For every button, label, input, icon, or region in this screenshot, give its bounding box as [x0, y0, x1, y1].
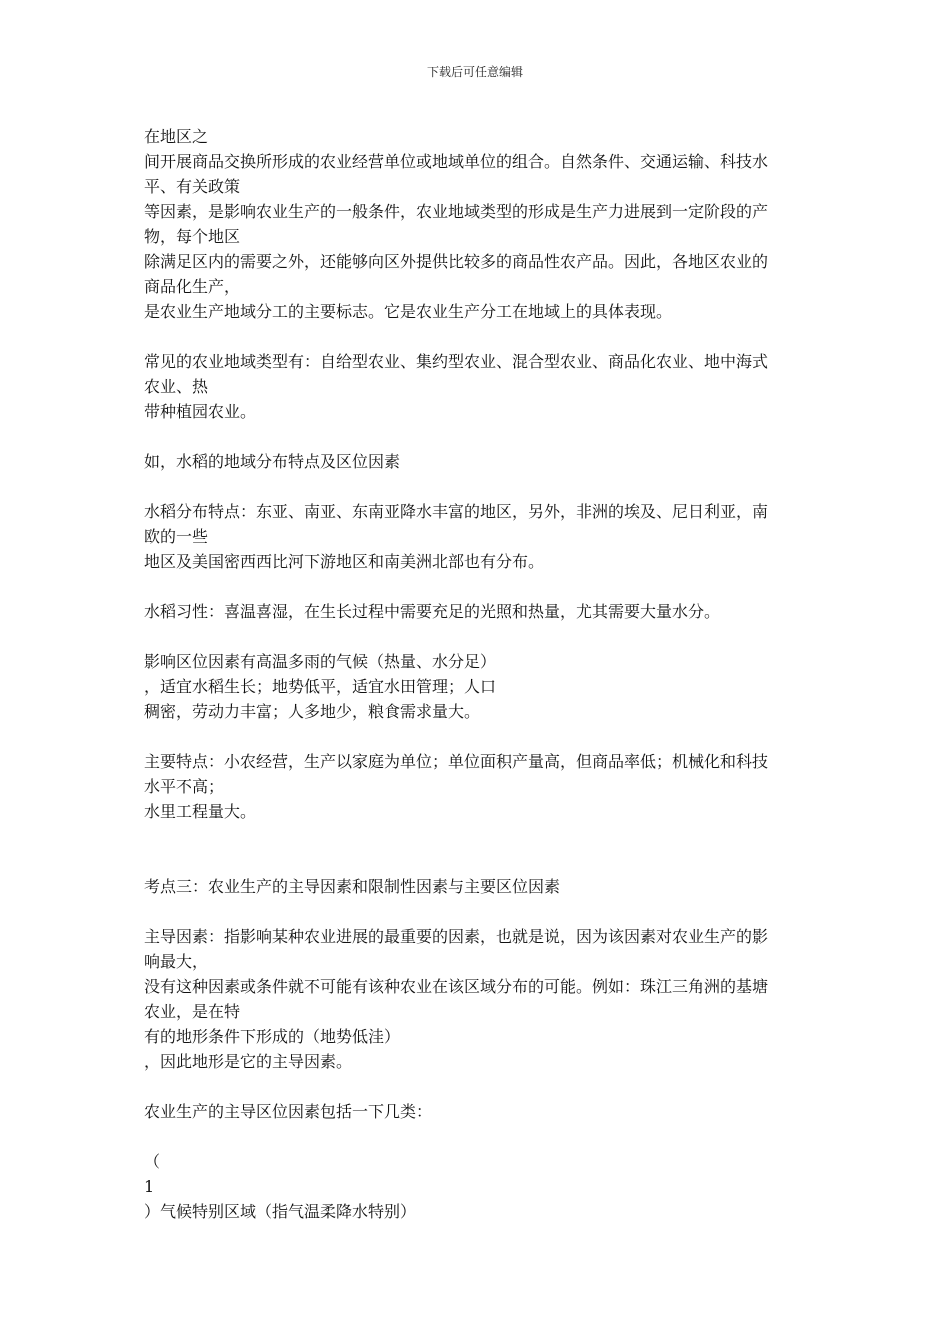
- page-header: 下载后可任意编辑: [426, 65, 523, 79]
- text-line: 水稻习性：喜温喜湿，在生长过程中需要充足的光照和热量，尤其需要大量水分。: [144, 602, 721, 621]
- text-line: 地区及美国密西西比河下游地区和南美洲北部也有分布。: [144, 552, 545, 571]
- text-line: 欧的一些: [144, 527, 209, 546]
- text-line: 农业、热: [144, 377, 209, 396]
- text-line: 农业，是在特: [144, 1002, 241, 1021]
- text-line: 物，每个地区: [144, 227, 241, 246]
- text-line: 平、有关政策: [144, 177, 241, 196]
- text-line: ，适宜水稻生长；地势低平，适宜水田管理；人口: [144, 677, 497, 696]
- text-line: 稠密，劳动力丰富；人多地少，粮食需求量大。: [144, 702, 481, 721]
- text-line: 影响区位因素有高温多雨的气候（热量、水分足）: [144, 652, 497, 671]
- text-line: 1: [144, 1177, 155, 1196]
- text-line: 除满足区内的需要之外，还能够向区外提供比较多的商品性农产品。因此，各地区农业的: [144, 252, 769, 271]
- paragraph: [144, 349, 804, 424]
- text-line: （: [144, 1152, 161, 1171]
- text-line: 带种植园农业。: [144, 402, 257, 421]
- paragraph: [144, 1099, 804, 1124]
- text-line: ）气候特别区域（指气温柔降水特别）: [144, 1202, 417, 1221]
- text-line: 如，水稻的地域分布特点及区位因素: [144, 452, 401, 471]
- text-line: 水稻分布特点：东亚、南亚、东南亚降水丰富的地区，另外，非洲的埃及、尼日利亚，南: [144, 502, 769, 521]
- text-line: 在地区之: [144, 127, 209, 146]
- text-line: 水里工程量大。: [144, 802, 257, 821]
- text-line: 主导因素：指影响某种农业进展的最重要的因素，也就是说，因为该因素对农业生产的影: [144, 927, 769, 946]
- section-heading: [144, 874, 804, 899]
- text-line: 考点三：农业生产的主导因素和限制性因素与主要区位因素: [144, 877, 561, 896]
- paragraph: [144, 449, 804, 474]
- text-line: 水平不高；: [144, 777, 225, 796]
- text-line: 等因素，是影响农业生产的一般条件，农业地域类型的形成是生产力进展到一定阶段的产: [144, 202, 769, 221]
- text-line: ，因此地形是它的主导因素。: [144, 1052, 353, 1071]
- text-line: 是农业生产地域分工的主要标志。它是农业生产分工在地域上的具体表现。: [144, 302, 673, 321]
- paragraph: [144, 649, 804, 724]
- text-line: 没有这种因素或条件就不可能有该种农业在该区域分布的可能。例如：珠江三角洲的基塘: [144, 977, 769, 996]
- paragraph: [144, 749, 804, 824]
- paragraph: [144, 924, 804, 1074]
- paragraph: [144, 499, 804, 574]
- text-line: 农业生产的主导区位因素包括一下几类：: [144, 1102, 433, 1121]
- list-item: [144, 1149, 804, 1224]
- text-line: 商品化生产，: [144, 277, 241, 296]
- paragraph: [144, 599, 804, 624]
- text-line: 常见的农业地域类型有：自给型农业、集约型农业、混合型农业、商品化农业、地中海式: [144, 352, 769, 371]
- document-body: [144, 124, 804, 1224]
- text-line: 间开展商品交换所形成的农业经营单位或地域单位的组合。自然条件、交通运输、科技水: [144, 152, 769, 171]
- text-line: 主要特点：小农经营，生产以家庭为单位；单位面积产量高，但商品率低；机械化和科技: [144, 752, 769, 771]
- paragraph: [144, 124, 804, 324]
- text-line: 响最大，: [144, 952, 209, 971]
- text-line: 有的地形条件下形成的（地势低洼）: [144, 1027, 401, 1046]
